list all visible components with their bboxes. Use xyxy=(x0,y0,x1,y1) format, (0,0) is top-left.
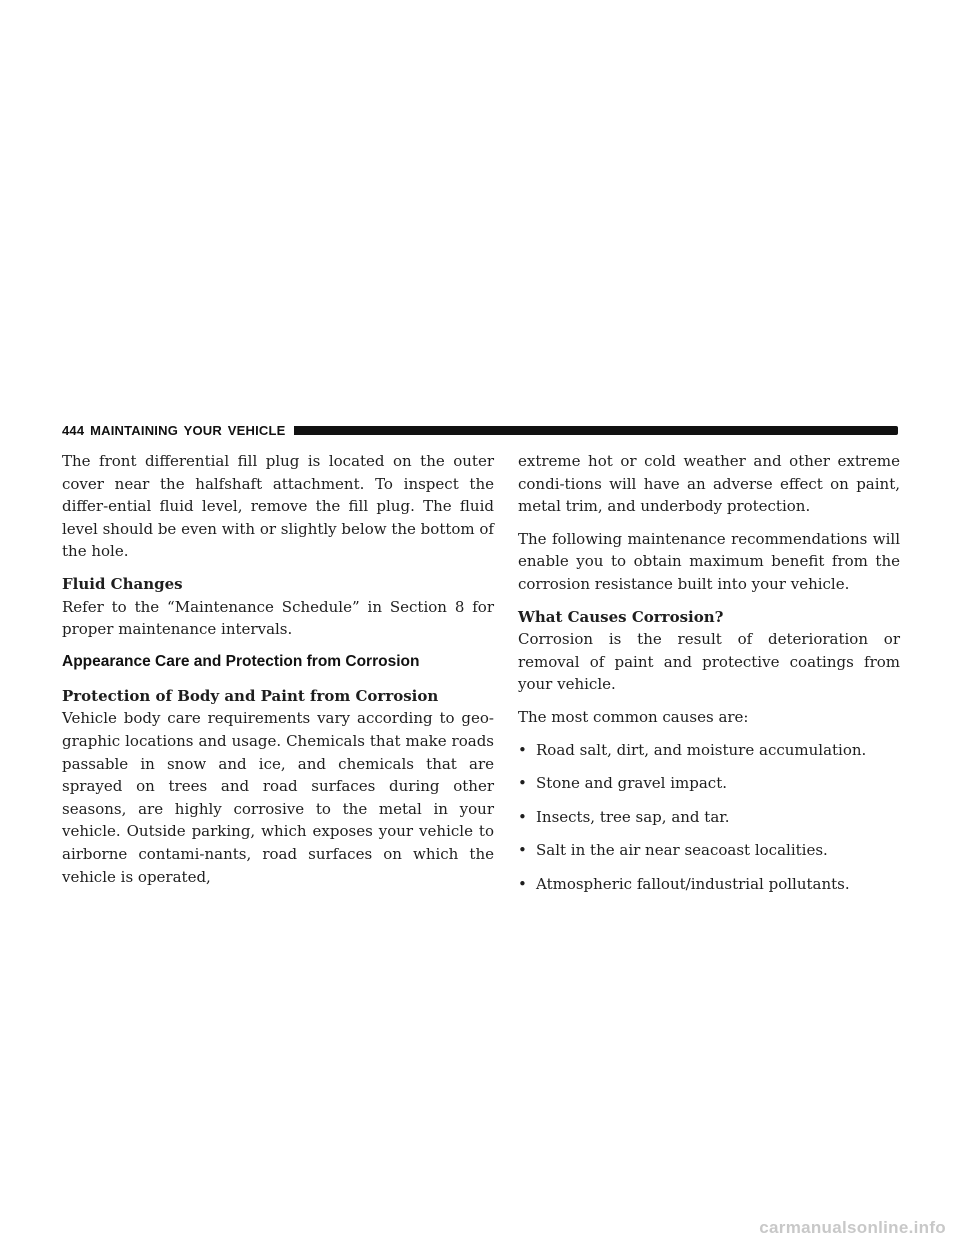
list-item-text: Atmospheric fallout/industrial pollutants. xyxy=(536,874,850,893)
fluid-changes-heading: Fluid Changes xyxy=(62,574,183,593)
bullet-icon: • xyxy=(518,841,527,860)
continuation-paragraph: extreme hot or cold weather and other extreme condi-tions will have an adverse effect on paint, metal trim, and underbody protection. xyxy=(518,452,900,516)
causes-paragraph: Corrosion is the result of deterioration or removal of paint and protective coatings from your vehicle. xyxy=(518,630,900,694)
right-column xyxy=(518,450,900,907)
list-item-text: Salt in the air near seacoast localities. xyxy=(536,841,828,860)
page-header xyxy=(62,422,898,438)
protection-heading: Protection of Body and Paint from Corrosion xyxy=(62,686,439,705)
list-item-text: Stone and gravel impact. xyxy=(536,774,728,793)
section-title: MAINTAINING YOUR VEHICLE xyxy=(90,422,286,438)
list-item xyxy=(518,873,900,896)
list-item-text: Road salt, dirt, and moisture accumulation. xyxy=(536,740,867,759)
protection-paragraph: Vehicle body care requirements vary according to geo-graphic locations and usage. Chemicals that make roads passable in snow and ice, and chemicals that are sprayed on trees and road surfaces during other seasons, are highly corrosive to the metal in your vehicle. Outside parking, which exposes your vehicle to airborne contami-nants, road surfaces on which the vehicle is operated, xyxy=(62,709,494,886)
bullet-icon: • xyxy=(518,874,527,893)
list-item-text: Insects, tree sap, and tar. xyxy=(536,807,730,826)
list-item xyxy=(518,772,900,795)
bullet-icon: • xyxy=(518,740,527,759)
list-item xyxy=(518,839,900,862)
causes-heading: What Causes Corrosion? xyxy=(518,607,724,626)
list-item xyxy=(518,806,900,829)
common-causes-intro: The most common causes are: xyxy=(518,707,749,726)
left-column xyxy=(62,450,494,898)
site-watermark: carmanualsonline.info xyxy=(759,1218,946,1237)
causes-list xyxy=(518,739,900,896)
bullet-icon: • xyxy=(518,774,527,793)
header-text xyxy=(62,423,286,438)
list-item xyxy=(518,739,900,762)
fluid-changes-paragraph: Refer to the “Maintenance Schedule” in Section 8 for proper maintenance intervals. xyxy=(62,597,494,639)
appearance-care-heading: Appearance Care and Protection from Corrosion xyxy=(62,652,420,670)
header-rule xyxy=(294,426,899,435)
recommendations-paragraph: The following maintenance recommendations will enable you to obtain maximum benefit from the corrosion resistance built into your vehicle. xyxy=(518,529,900,593)
page-number: 444 xyxy=(62,422,85,438)
differential-paragraph: The front differential fill plug is located on the outer cover near the halfshaft attachment. To inspect the differ-ential fluid level, remove the fill plug. The fluid level should be even with or slightly below the bottom of the hole. xyxy=(62,452,494,561)
bullet-icon: • xyxy=(518,807,527,826)
